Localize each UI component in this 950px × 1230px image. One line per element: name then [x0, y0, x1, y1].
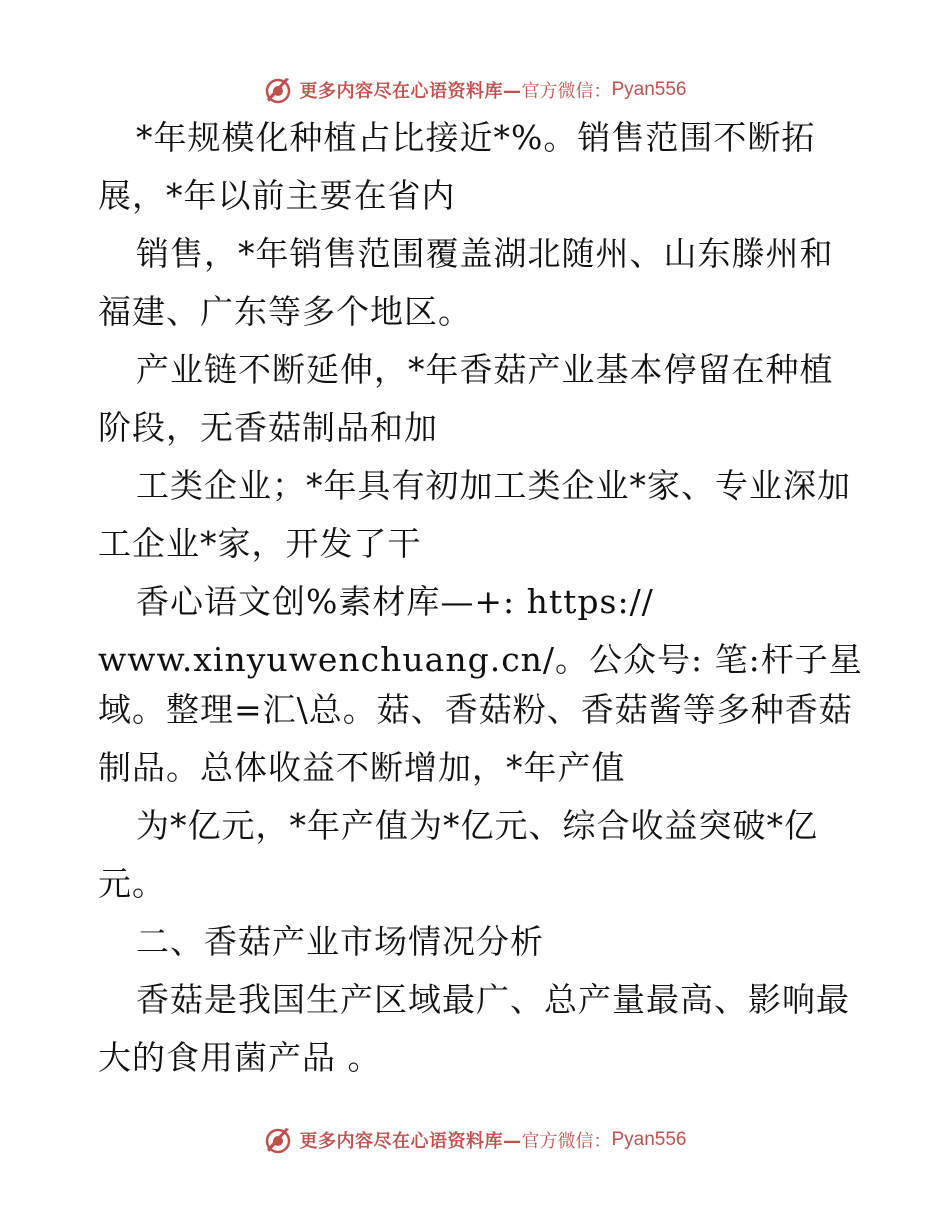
text-line: 元。 — [98, 864, 166, 903]
text-line: 制品。总体收益不断增加，*年产值 — [98, 748, 626, 787]
watermark-wechat-id: Pyan556 — [611, 1129, 687, 1150]
quill-seal-icon — [263, 1125, 293, 1155]
text-line: 大的食用菌产品 。 — [98, 1038, 382, 1077]
watermark-text: 更多内容尽在心语资料库— — [299, 81, 522, 102]
document-body — [98, 120, 878, 1098]
header-watermark — [0, 70, 950, 110]
text-line: 产业链不断延伸，*年香菇产业基本停留在种植 — [136, 350, 834, 389]
watermark-wechat-label: 官方微信： — [521, 81, 612, 102]
footer-watermark — [0, 1120, 950, 1160]
text-line: 域。整理=汇\总。菇、香菇粉、香菇酱等多种香菇 — [98, 690, 853, 729]
text-line: 为*亿元，*年产值为*亿元、综合收益突破*亿 — [136, 806, 818, 845]
watermark-wechat-id: Pyan556 — [611, 79, 687, 100]
text-line: www.xinyuwenchuang.cn/。公众号: 笔:杆子星 — [98, 640, 863, 679]
text-line: 销售，*年销售范围覆盖湖北随州、山东滕州和 — [136, 234, 834, 273]
watermark-wechat-label: 官方微信： — [521, 1131, 612, 1152]
text-line: 展，*年以前主要在省内 — [98, 176, 456, 215]
text-line: 工企业*家，开发了干 — [98, 524, 422, 563]
text-line: 福建、广东等多个地区。 — [98, 292, 472, 331]
quill-seal-icon — [263, 75, 293, 105]
section-heading: 二、香菇产业市场情况分析 — [136, 922, 544, 961]
text-line: 香心语文创%素材库—+: https:// — [136, 582, 654, 621]
text-line: 工类企业；*年具有初加工类企业*家、专业深加 — [136, 466, 851, 505]
text-line: 阶段，无香菇制品和加 — [98, 408, 438, 447]
watermark-text: 更多内容尽在心语资料库— — [299, 1131, 522, 1152]
text-line: 香菇是我国生产区域最广、总产量最高、影响最 — [136, 980, 850, 1019]
text-line: *年规模化种植占比接近*%。销售范围不断拓 — [136, 118, 816, 157]
